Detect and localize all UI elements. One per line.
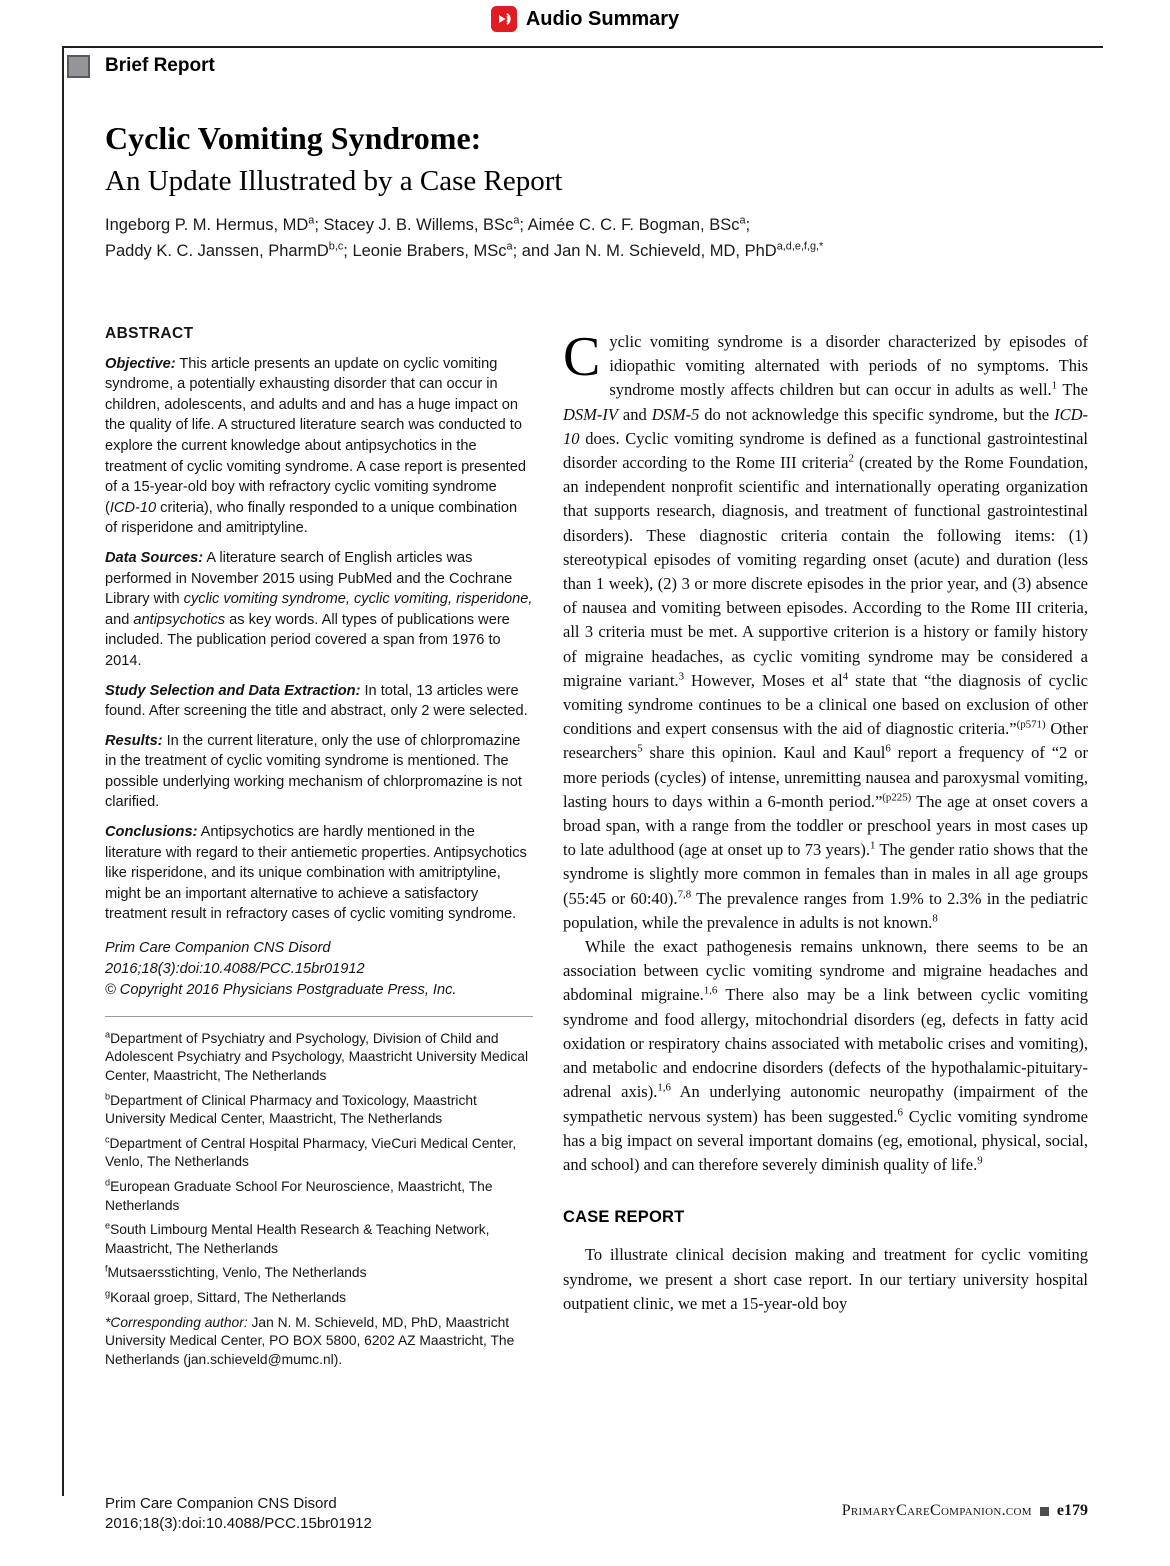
affiliation-marker: g — [105, 1288, 111, 1299]
affiliation-item — [105, 1264, 533, 1283]
affiliation-marker: e — [105, 1220, 111, 1231]
article-body-column — [563, 326, 1089, 1316]
journal-citation-line2: 2016;18(3):doi:10.4088/PCC.15br01912 — [105, 960, 365, 977]
body-paragraph-1 — [563, 326, 1089, 935]
top-rule-divider — [62, 46, 1103, 48]
author-list — [105, 212, 823, 264]
abstract-heading: ABSTRACT — [105, 325, 194, 342]
affiliation-text: Department of Central Hospital Pharmacy, VieCuri Medical Center, Venlo, The Netherlands — [105, 1135, 517, 1170]
page-number: e179 — [1056, 1502, 1088, 1519]
case-report-paragraph: To illustrate clinical decision making and treatment for cyclic vomiting syndrome, we present a short case report. In our tertiary university hospital outpatient clinic, we met a 15-year-old boy — [563, 1245, 1088, 1313]
footer-citation-line2: 2016;18(3):doi:10.4088/PCC.15br01912 — [105, 1514, 372, 1532]
affiliation-text: Koraal groep, Sittard, The Netherlands — [110, 1289, 347, 1305]
affiliation-item — [105, 1135, 533, 1172]
affiliation-item — [105, 1030, 533, 1086]
left-margin-rule — [62, 46, 64, 1496]
affiliation-marker: c — [105, 1134, 110, 1145]
affiliation-item — [105, 1092, 533, 1129]
affiliations-block — [105, 1016, 533, 1370]
journal-website: PrimaryCareCompanion.com — [841, 1502, 1032, 1519]
abstract-conclusions: Conclusions: Antipsychotics are hardly mentioned in the literature with regard to their antiemetic properties. Antipsychotics like risperidone, and its unique combination with amitriptyline, might be an important alternative to achieve a satisfactory treatment result in refractory cases of cyclic vomiting syndrome. — [105, 824, 527, 923]
affiliation-item — [105, 1289, 533, 1308]
black-square-icon — [1040, 1507, 1049, 1516]
abstract-results: Results: In the current literature, only the use of chlorpromazine in the treatment of cyclic vomiting syndrome is mentioned. The possible underlying working mechanism of chlorpromazine is not clarified. — [105, 732, 522, 811]
abstract-objective: Objective: This article presents an update on cyclic vomiting syndrome, a potentially exhausting disorder that can occur in children, adolescents, and adults and and has a huge impact on the quality of life. A structured literature search was conducted to explore the current knowledge about antipsychotics in the treatment of cyclic vomiting syndrome. A case report is presented of a 15-year-old boy with refractory cyclic vomiting syndrome (ICD-10 criteria), who finally responded to a unique combination of risperidone and amitriptyline. — [105, 355, 526, 537]
author-line: Ingeborg P. M. Hermus, $MD^a$; Stacey J. B. Willems, BSc$^a$; Aimée C. C. F. Bogman, BSc$^a$; — [105, 214, 751, 234]
author-line: Paddy K. C. Janssen, PharmD$^{b,c}$; Leonie Brabers, MSc$^a$; and Jan N. M. Schieveld, MD, PhD$^{a,d,e,f,g,*}$ — [105, 240, 824, 260]
affiliation-marker: d — [105, 1177, 111, 1188]
affiliation-text: Mutsaersstichting, Venlo, The Netherlands — [107, 1265, 367, 1281]
affiliation-marker: f — [105, 1263, 108, 1274]
journal-citation-line1: Prim Care Companion CNS Disord — [105, 940, 331, 957]
affiliation-text: European Graduate School For Neuroscience, Maastricht, The Netherlands — [105, 1178, 493, 1213]
footer-citation-line1: Prim Care Companion CNS Disord — [105, 1495, 337, 1512]
article-title-line2: An Update Illustrated by a Case Report — [105, 165, 563, 197]
abstract-study-selection: Study Selection and Data Extraction: In total, 13 articles were found. After screening the title and abstract, only 2 were selected. — [105, 682, 528, 720]
article-type-label: Brief Report — [105, 55, 215, 76]
abstract-data-sources: Data Sources: A literature search of English articles was performed in November 2015 using PubMed and the Cochrane Library with cyclic vomiting syndrome, cyclic vomiting, risperidone, and antipsychotics as key words. All types of publications were included. The publication period covered a span from 1976 to 2014. — [105, 549, 533, 669]
audio-summary-label: Audio Summary — [525, 7, 680, 30]
affiliation-marker: b — [105, 1091, 111, 1101]
affiliation-item — [105, 1178, 533, 1215]
journal-citation — [105, 938, 533, 979]
abstract-column — [105, 324, 533, 1375]
copyright-notice: © Copyright 2016 Physicians Postgraduate Press, Inc. — [105, 982, 457, 999]
footer-right — [842, 1502, 1088, 1520]
body-paragraph-1-text: yclic vomiting syndrome is a disorder characterized by episodes of idiopathic vomiting alternated with periods of no symptoms. This syndrome mostly affects children but can occur in adults as well.$^1$ The DSM-IV and DSM-5 do not acknowledge this specific syndrome, but the ICD-10 does. Cyclic vomiting syndrome is defined as a functional gastrointestinal disorder according to the Rome III criteria$^2$ (created by the Rome Foundation, an independent nonprofit scientific and internationally operating organization that supports research, diagnosis, and treatment of functional gastrointestinal disorders). These diagnostic criteria contain the following items: (1) stereotypical episodes of vomiting regarding onset (acute) and duration (less than 1 week), (2) 3 or more discrete episodes in the prior year, and (3) absence of nausea and vomiting between episodes. According to the Rome III criteria, all 3 criteria must be met. A supportive criterion is a history or family history of migraine headaches, as cyclic vomiting syndrome may be considered a migraine variant.$^3$ However, Moses et $al^4$ state that “the diagnosis of cyclic vomiting syndrome continues to be a clinical one based on exclusion of other conditions and expert consensus with the aid of diagnostic criteria.”$^{(p571)}$ Other researchers$^5$ share this opinion. Kaul and Kaul$^6$ report a frequency of “2 or more periods (cycles) of intense, unremitting nausea and paroxysmal vomiting, lasting hours to days within a 6-month period.”$^{(p225)}$ The age at onset covers a broad span, with a range from the toddler or preschool years in most cases up to late adulthood (age at onset up to 73 years).$^1$ The gender ratio shows that the syndrome is slightly more common in females than in males in all age groups (55:45 or 60:40).$^{7,8}$ The prevalence ranges from 1.9% to 2.3% in the pediatric population, while the prevalence in adults is not known.$^8$ — [563, 332, 1089, 932]
brief-report-square-icon — [67, 55, 90, 78]
affiliation-text: Department of Clinical Pharmacy and Toxicology, Maastricht University Medical Center, Maastricht, The Netherlands — [105, 1092, 477, 1127]
affiliation-item — [105, 1221, 533, 1258]
case-report-heading: CASE REPORT — [563, 1208, 685, 1227]
affiliation-marker: a — [105, 1029, 111, 1040]
article-title — [105, 118, 562, 199]
article-title-line1: Cyclic Vomiting Syndrome: — [105, 120, 482, 156]
audio-play-icon — [491, 6, 517, 32]
audio-summary[interactable] — [0, 6, 1170, 32]
corresponding-author-note: *Corresponding author: Jan N. M. Schieveld, MD, PhD, Maastricht University Medical Center, PO BOX 5800, 6202 AZ Maastricht, The Netherlands (jan.schieveld@mumc.nl). — [105, 1314, 515, 1367]
body-paragraph-2: While the exact pathogenesis remains unknown, there seems to be an association between cyclic vomiting syndrome and migraine headaches and abdominal migraine.$^{1,6}$ There also may be a link between cyclic vomiting syndrome and food allergy, mitochondrial disorders (eg, defects in fatty acid oxidation or respiratory chains associated with metabolic crises and vomiting), and metabolic and endocrine disorders (defects of the hypothalamic-pituitary-adrenal axis).$^{1,6}$ An underlying autonomic neuropathy (impairment of the sympathetic nervous system) has been suggested.$^6$ Cyclic vomiting syndrome has a big impact on several important domains (eg, emotional, physical, social, and school) and can therefore severely diminish quality of life.$^9$ — [563, 937, 1089, 1174]
affiliation-text: South Limbourg Mental Health Research & Teaching Network, Maastricht, The Netherlands — [105, 1222, 490, 1256]
footer-citation — [105, 1494, 372, 1533]
drop-cap: C — [563, 326, 601, 388]
affiliation-text: Department of Psychiatry and Psychology, Division of Child and Adolescent Psychiatry and Psychology, Maastricht University Medical Center, Maastricht, The Netherlands — [105, 1030, 529, 1083]
